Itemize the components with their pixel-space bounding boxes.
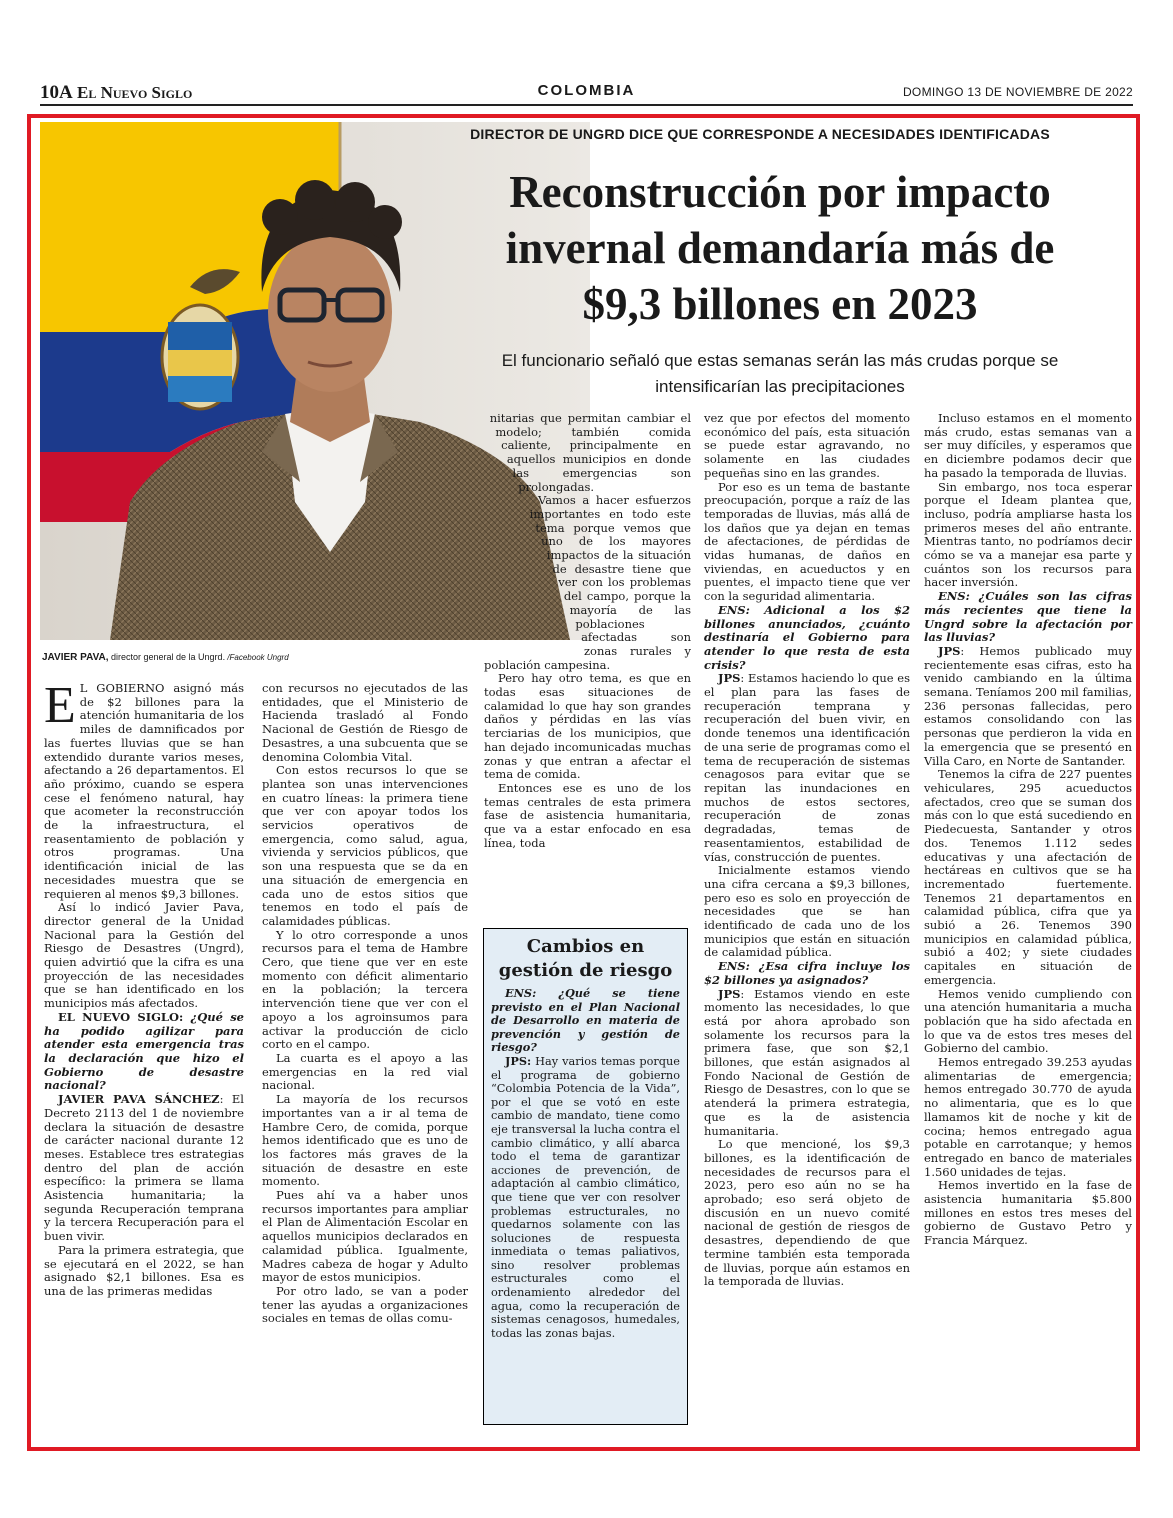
sidebar-question: ENS: ¿Qué se tiene previsto en el Plan Nacional de Desarrollo en materia de prevención y gestión de riesgo?: [491, 986, 680, 1055]
answer-speaker: JPS: [718, 986, 741, 1001]
paragraph: Tenemos la cifra de 227 puentes vehiculares, 295 acueductos afectados, creo que se suman dos más con lo que está sucediendo en Piedecuesta, Santander y otros dos. Tenemos 1.112 sedes educativas y una afectación de hectáreas en cultivos que se ha incrementado fuertemente. Tenemos 21 departamentos en calamidad pública, cifra que ya subió a 26. Tenemos 390 municipios en calamidad pública, subió a 402; y siete ciudades capitales en situación de emergencia.: [924, 767, 1132, 987]
answer-speaker: JPS: [938, 643, 961, 658]
paragraph: Pues ahí va a haber unos recursos importantes para ampliar el Plan de Alimentación Escolar en aquellos municipios declarados en calamidad pública. Igualmente, Madres cabeza de hogar y Adulto mayor de estos municipios.: [262, 1188, 468, 1285]
sidebar-title-line: gestión de riesgo: [498, 960, 673, 981]
page-number: 10A: [40, 82, 73, 103]
paragraph: Para la primera estrategia, que se ejecutará en el 2022, se han asignado $2,1 billones. Esa es una de las primeras medidas: [44, 1242, 244, 1298]
paragraph: La mayoría de los recursos importantes van a ir al tema de Hambre Cero, de comida, porque hemos identificado que es uno de los factores más graves de la situación de desastre en este momento.: [262, 1092, 468, 1189]
paragraph: Hemos invertido en la fase de asistencia humanitaria $5.800 millones en estos tres meses del gobierno de Gustavo Petro y Francia Márquez.: [924, 1178, 1132, 1248]
paragraph: Hemos entregado 39.253 ayudas alimentarias de emergencia; hemos entregado 30.770 de ayuda no alimentaria, que es lo que llamamos kit de noche y kit de cocina; hemos entregado agua potable en carrotanque; y hemos entregado en banco de materiales 1.560 unidades de tejas.: [924, 1055, 1132, 1179]
question: ENS: ¿Cuáles son las cifras más recientes que tiene la Ungrd sobre la afectación por las lluvias?: [924, 589, 1132, 645]
drop-cap: E: [44, 677, 76, 734]
sidebar-text: [491, 987, 680, 1340]
paragraph: Entonces ese es uno de los temas centrales de esta primera fase de asistencia humanitaria, que va a estar enfocado en esa línea, toda: [484, 780, 691, 850]
article-kicker: DIRECTOR DE UNGRD DICE QUE CORRESPONDE A NECESIDADES IDENTIFICADAS: [470, 126, 1050, 142]
column-1: [44, 677, 244, 1299]
paragraph: Incluso estamos en el momento más crudo, estas semanas van a ser muy difíciles, y esperamos que en diciembre podamos decir que ha pasado la temporada de lluvias.: [924, 411, 1132, 480]
answer-text: : Estamos viendo en este momento las necesidades, lo que está por ahora aprobado son solamente los recursos para la primera fase, que son $2,1 billones, que están asignados al Fondo Nacional de Gestión de Riesgo de Desastres, con lo que se atenderá la primera estrategia, que es la de asistencia humanitaria.: [704, 986, 910, 1138]
caption-name: JAVIER PAVA,: [42, 652, 109, 663]
subhead-line: intensificarían las precipitaciones: [655, 377, 905, 396]
caption-credit: /Facebook Ungrd: [225, 653, 289, 662]
column-5: [924, 412, 1132, 1248]
paragraph: Hemos venido cumpliendo con una atención humanitaria a mucha población que ha sido afectada en lo que va de estos tres meses del Gobierno del cambio.: [924, 986, 1132, 1056]
sidebar-box: [483, 928, 688, 1425]
paragraph: Con estos recursos lo que se plantea son unas intervenciones en cuatro líneas: la primera tiene que ver con apoyar todos los servicios operativos de emergencia, como salud, agua, vivienda y servicios públicos, que son una respuesta que se da en una situación de emergencia en cada uno de estos sitios que tenemos en todo el país de calamidades públicas.: [262, 763, 468, 928]
answer-speaker: JAVIER PAVA SÁNCHEZ: [58, 1092, 220, 1107]
issue-date: DOMINGO 13 DE NOVIEMBRE DE 2022: [902, 85, 1133, 99]
subhead-line: El funcionario señaló que estas semanas serán las más crudas porque se: [501, 351, 1059, 370]
paragraph: Por otro lado, se van a poder tener las ayudas a organizaciones sociales en temas de ollas comu-: [262, 1283, 468, 1326]
paragraph: nitarias que permitan cambiar el modelo; también comida caliente, principalmente en aquellos municipios en donde las emergencias son prolongadas.: [489, 411, 691, 494]
column-2: [262, 682, 468, 1326]
question: ENS: Adicional a los $2 billones anunciados, ¿cuánto destinaría el Gobierno para atender lo que resta de esta crisis?: [704, 602, 910, 672]
masthead: [40, 82, 1133, 106]
headline-line: $9,3 billones en 2023: [582, 279, 978, 329]
paragraph: Y lo otro corresponde a unos recursos para el tema de Hambre Cero, que tiene que ver en este momento con déficit alimentario en la población; la tercera intervención tiene que ver con el apoyo a los agroinsumos para activar la producción de ciclo corto en el campo.: [262, 927, 468, 1052]
caption-text: director general de la Ungrd.: [108, 652, 226, 662]
question-text: ¿Qué se ha podido agilizar para atender esta emergencia tras la declaración que hizo el Gobierno de desastre nacional?: [44, 1009, 244, 1093]
headline-line: Reconstrucción por impacto: [509, 167, 1051, 217]
article-headline: [440, 164, 1120, 332]
answer-text: : Estamos haciendo lo que es el plan para las fases de recuperación temprana y recuperación del buen vivir, en donde tenemos una identificación de una serie de programas como el tema de recuperación de sistemas cenagosos para evitar que se repitan las inundaciones en muchos de estos sectores, recuperación de zonas degradadas, temas de reasentamientos, estabilidad de vías, construcción de puentes.: [704, 671, 910, 864]
answer-text: : El Decreto 2113 del 1 de noviembre declara la situación de desastre de carácter nacional durante 12 meses. Establece tres estrategias dentro del plan de acción específico: la primera se llama Asistencia humanitaria; la segunda Recuperación temprana y la tercera Recuperación para el buen vivir.: [44, 1092, 244, 1244]
paper-name: El Nuevo Siglo: [76, 83, 193, 102]
paragraph: Por eso es un tema de bastante preocupación, porque a raíz de las temporadas de lluvias, más allá de los daños que ya dejan en temas de afectaciones, de pérdidas de vidas humanas, de daños en viviendas, en acueductos y en puentes, el impacto tiene que ver con la seguridad alimentaria.: [704, 479, 910, 604]
paragraph: vez que por efectos del momento económico del país, esta situación se puede estar agravando, no solamente en las ciudades pequeñas sino en las grandes.: [704, 411, 910, 480]
column-4: [704, 412, 910, 1289]
answer-speaker: JPS: [718, 671, 741, 686]
question: ENS: ¿Esa cifra incluye los $2 billones ya asignados?: [704, 959, 910, 987]
paragraph: L GOBIERNO asignó más de $2 billones para la atención humanitaria de los miles de damnificados por las fuertes lluvias que se han extendido durante varios meses, afectando a 26 departamentos. El año próximo, cuando se espera cese el fenómeno natural, hay que acometer la reconstrucción de la infraestructura, el reasentamiento de población y otros programas. Una identificación inicial de las necesidades muestra que se requieren al menos $9,3 billones.: [44, 681, 244, 901]
headline-line: invernal demandaría más de: [505, 223, 1055, 273]
paragraph: Vamos a hacer esfuerzos importantes en todo este tema porque vemos que uno de los mayores impactos de la situación de desastre tiene que ver con los problemas del campo, porque la mayoría de las poblaciones afectadas son zonas rurales y población campesina.: [484, 493, 691, 672]
paragraph: Sin embargo, nos toca esperar porque el Ideam plantea que, incluso, podría ampliarse hasta los primeros meses del año entrante. Mientras tanto, no podríamos decir cómo se va a manejar esa parte y cuántos son los recursos para hacer inversión.: [924, 479, 1132, 590]
paragraph: con recursos no ejecutados de las entidades, que el Ministerio de Hacienda trasladó al Fondo Nacional de Gestión de Riesgo de Desastres, a una subcuenta que se denomina Colombia Vital.: [262, 681, 468, 764]
column-3: [484, 412, 691, 851]
paragraph: Pero hay otro tema, es que en todas esas situaciones de calamidad lo que hay son grandes daños y pérdidas en las vías terciarias de los municipios, que han dejado incomunicadas muchas zonas y que entran a afectar el tema de comida.: [484, 671, 691, 782]
paragraph: Lo que mencioné, los $9,3 billones, es la identificación de necesidades de recursos para el 2023, pero eso aún no se ha aprobado; eso será objeto de discusión en un nuevo comité nacional de gestión de riesgos de desastres, dependiendo de que termine también esta temporada de lluvias, porque aún estamos en la temporada de lluvias.: [704, 1137, 910, 1289]
sidebar-answer: Hay varios temas porque el programa de gobierno “Colombia Potencia de la Vida”, por el que se votó en este cambio de mandato, tiene como eje transversal la lucha contra el cambio climático, y allí abarca todo el tema de garantizar acciones de prevención, de adaptación al cambio climático, que tiene que ver con resolver problemas estructurales, no quedarnos solamente con las soluciones de respuesta inmediata o temas paliativos, sino resolver problemas estructurales como el ordenamiento alrededor del agua, como la recuperación de sistemas cenagosos, humedales, todas las zonas bajas.: [491, 1054, 680, 1340]
paragraph: Así lo indicó Javier Pava, director general de la Unidad Nacional para la Gestión del Riesgo de Desastres (Ungrd), quien advirtió que la cifra es una proyección de las necesidades que se han identificado en los municipios más afectados.: [44, 900, 244, 1011]
paragraph: La cuarta es el apoyo a las emergencias en la red vial nacional.: [262, 1050, 468, 1093]
question-speaker: EL NUEVO SIGLO:: [58, 1009, 184, 1024]
sidebar-title: [491, 935, 680, 983]
sidebar-answer-speaker: JPS:: [505, 1053, 532, 1068]
section-name: COLOMBIA: [537, 82, 636, 99]
answer-text: : Hemos publicado muy recientemente esas cifras, esto ha venido cambiando en la última semana. Teníamos 200 mil familias, 236 personas fallecidas, pero estamos consolidando con las personas que perdieron la vida en la emergencia que se presentó en Villa Caro, en Norte de Santander.: [924, 643, 1132, 768]
article-subhead: [440, 348, 1120, 400]
sidebar-title-line: Cambios en: [526, 936, 645, 957]
question: [44, 1011, 244, 1093]
paragraph: Inicialmente estamos viendo una cifra cercana a $9,3 billones, pero eso es solo en proyección de necesidades que se han identificado de cada uno de los municipios que están en situación de calamidad pública.: [704, 863, 910, 960]
